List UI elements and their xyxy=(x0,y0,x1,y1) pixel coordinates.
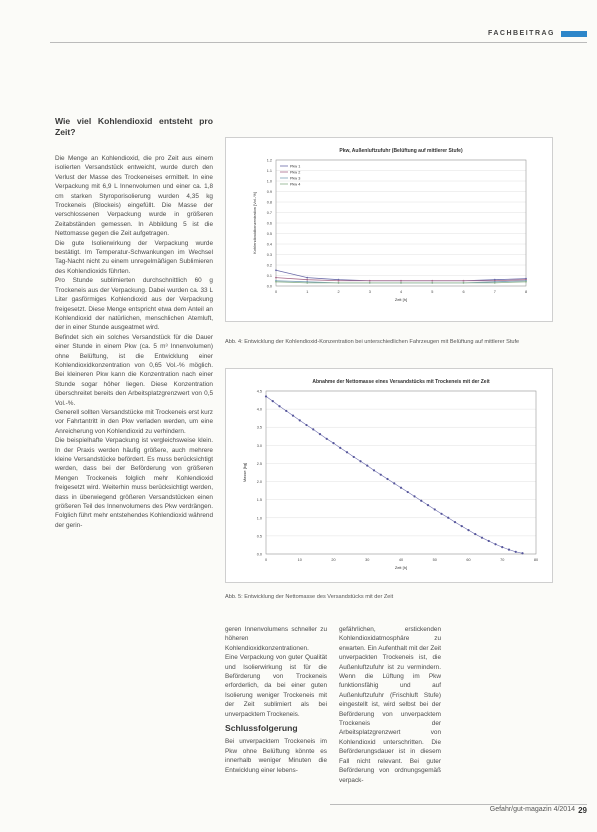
data-point xyxy=(461,525,463,527)
data-point xyxy=(420,500,422,502)
x-tick-label: 3 xyxy=(368,290,371,294)
y-tick-label: 1.5 xyxy=(256,498,262,503)
y-tick-label: 0.6 xyxy=(266,221,272,226)
data-point xyxy=(373,469,375,471)
x-tick-label: 4 xyxy=(399,290,403,294)
paragraph: gefährlichen, erstickenden Kohlendioxidatmosphäre zu erwarten. Ein Aufenthalt mit der Zeit unverpackten Trockeneis ist, die Außenluftzufuhr ist zu vermindern. Wenn die Lüftung im Pkw funktionsfähig und auf Außenluftzufuhr (Frischluft Stufe) eingestellt ist, wird selbst bei der Beförderung von unverpacktem Trockeneis der Arbeitsplatzgrenzwert von Kohlendioxid unterschritten. Die Beförderungsdauer ist in diesem Fall nicht relevant. Bei guter Beförderung von ordnungsgemäß verpack- xyxy=(339,626,441,784)
y-tick-label: 1.1 xyxy=(266,169,272,173)
data-point xyxy=(427,504,429,506)
x-tick-label: 7 xyxy=(493,290,496,294)
data-point xyxy=(338,280,340,282)
y-tick-label: 0.5 xyxy=(256,534,262,539)
y-axis-label: Kohlendioxidkonzentration [Vol.-%] xyxy=(252,192,257,254)
data-point xyxy=(525,281,527,283)
figure-2-caption: Abb. 5: Entwicklung der Nettomasse des Versandstücks mit der Zeit xyxy=(225,594,394,600)
data-point xyxy=(332,442,334,444)
y-tick-label: 0.7 xyxy=(266,211,272,215)
data-point xyxy=(515,551,517,553)
legend-label: Pkw 4 xyxy=(290,182,301,187)
y-tick-label: 4.5 xyxy=(256,389,262,394)
legend-label: Pkw 1 xyxy=(290,164,301,169)
data-point xyxy=(400,487,402,489)
x-tick-label: 1 xyxy=(306,290,309,294)
journal-name: Gefahr/gut-magazin 4/2014 xyxy=(489,806,575,813)
y-tick-label: 0.5 xyxy=(266,232,272,236)
data-point xyxy=(338,282,340,284)
data-point xyxy=(299,419,301,421)
y-tick-label: 0.4 xyxy=(266,242,272,247)
section-label: FACHBEITRAG xyxy=(487,30,555,37)
data-point xyxy=(275,269,277,271)
data-point xyxy=(353,456,355,458)
data-point xyxy=(275,277,277,279)
y-tick-label: 0.2 xyxy=(266,263,272,268)
y-tick-label: 3.5 xyxy=(256,425,262,430)
data-point xyxy=(434,508,436,510)
bottom-columns xyxy=(225,625,555,785)
data-point xyxy=(275,281,277,283)
data-point xyxy=(265,395,267,397)
y-tick-label: 3.0 xyxy=(256,443,262,448)
data-point xyxy=(366,465,368,467)
data-point xyxy=(292,415,294,417)
data-point xyxy=(400,280,402,282)
footer-rule xyxy=(330,804,587,805)
data-point xyxy=(386,478,388,480)
data-point xyxy=(369,280,371,282)
data-point xyxy=(346,451,348,453)
data-point xyxy=(454,521,456,523)
data-point xyxy=(272,400,274,402)
column-3 xyxy=(339,625,441,785)
paragraph: Befindet sich ein solches Versandstück für die Dauer einer Stunde in einem Pkw (ca. 5 m³ Innenvolumen) ohne Belüftung, ist die Entwicklung einer Kohlendioxidkonzentration von 0,65 Vol.-% möglich. Bei kleineren Pkw kann die Konzentration nach einer Stunde sogar höher liegen. Diese Konzentration überschreitet bereits den Arbeitsplatzgrenzwert von 0,5 Vol.-%. xyxy=(55,333,213,407)
data-point xyxy=(474,533,476,535)
x-tick-label: 10 xyxy=(297,558,302,562)
y-tick-label: 0.3 xyxy=(266,253,272,257)
y-tick-label: 0.9 xyxy=(266,190,272,194)
header-rule xyxy=(50,42,587,43)
data-point xyxy=(319,433,321,435)
data-point xyxy=(359,460,361,462)
data-point xyxy=(339,447,341,449)
data-point xyxy=(326,438,328,440)
plot-area xyxy=(266,391,536,554)
x-axis-label: Zeit [h] xyxy=(394,565,408,570)
data-point xyxy=(431,280,433,282)
data-point xyxy=(407,491,409,493)
paragraph: Bei unverpacktem Trockeneis im Pkw ohne Belüftung könnte es innerhalb weniger Minuten die Entwicklung einer lebens- xyxy=(225,738,327,774)
data-point xyxy=(463,282,465,284)
figure-1-caption: Abb. 4: Entwicklung der Kohlendioxid-Konzentration bei unterschiedlichen Fahrzeugen mit Belüftung auf mittlerer Stufe xyxy=(225,339,520,345)
paragraph: geren Innenvolumens schneller zu höheren Kohlendioxidkonzentrationen. xyxy=(225,626,327,652)
x-tick-label: 50 xyxy=(432,558,437,562)
x-tick-label: 40 xyxy=(398,558,404,562)
data-point xyxy=(481,537,483,539)
section-tag xyxy=(488,30,587,37)
y-tick-label: 2.0 xyxy=(256,480,262,485)
paragraph: Die Menge an Kohlendioxid, die pro Zeit aus einem isolierten Versandstück entweicht, wurde durch den Verlust der Masse des Trockeneises ermittelt. In eine Verpackung mit 6,9 L Innenvolumen und einer ca. 1,8 cm starken Styroporisolierung wurden 4,35 kg Trockeneis (Blockeis) eingefüllt. Die Masse der verschlossenen Verpackung wurde in größeren Zeitabständen gemessen. In Abbildung 5 ist die Nettomasse gegen die Zeit aufgetragen. xyxy=(55,155,213,238)
net-mass-chart xyxy=(226,369,552,582)
article-subhead: Wie viel Kohlendioxid entsteht pro Zeit? xyxy=(55,116,213,137)
data-point xyxy=(413,495,415,497)
data-point xyxy=(501,546,503,548)
x-tick-label: 2 xyxy=(337,290,340,294)
paragraph: Generell sollten Versandstücke mit Trockeneis erst kurz vor Fahrtantritt in den Pkw verladen werden, um eine Anreicherung von Kohlendioxid zu verhindern. xyxy=(55,408,213,435)
data-point xyxy=(306,279,308,281)
left-column xyxy=(55,116,213,530)
y-tick-label: 0.8 xyxy=(266,200,272,205)
chart-title: Abnahme der Nettomasse eines Versandstücks mit Trockeneis mit der Zeit xyxy=(312,379,490,385)
column-2 xyxy=(225,625,327,785)
data-point xyxy=(278,405,280,407)
data-point xyxy=(467,529,469,531)
y-tick-label: 2.5 xyxy=(256,461,262,466)
x-tick-label: 20 xyxy=(331,558,336,562)
data-point xyxy=(521,552,523,554)
data-point xyxy=(305,424,307,426)
data-point xyxy=(447,517,449,519)
x-tick-label: 0 xyxy=(264,558,268,562)
paragraph: Pro Stunde sublimierten durchschnittlich 60 g Trockeneis aus der Verpackung. Dabei wurden ca. 33 L Liter gasförmiges Kohlendioxid aus der Verpackung freigesetzt. Diese Menge entspricht etwa dem Anteil an Kohlendioxid der natürlichen, menschlichen Atemluft, der in einer Stunde ausgeatmet wird. xyxy=(55,277,213,332)
data-point xyxy=(463,280,465,282)
figure-2 xyxy=(225,368,553,583)
data-point xyxy=(306,277,308,279)
page-number: 29 xyxy=(578,806,587,815)
y-tick-label: 0.0 xyxy=(266,284,272,289)
data-point xyxy=(494,543,496,545)
section-heading: Schlussfolgerung xyxy=(225,723,298,734)
data-point xyxy=(400,282,402,284)
section-color-bar xyxy=(561,31,587,37)
y-tick-label: 0.0 xyxy=(256,552,262,557)
paragraph: Eine Verpackung von guter Qualität und Isolierwirkung ist für die Beförderung von Trockeneis erforderlich, da bei einer guten Isolierung weniger Trockeneis mit der Zeit sublimiert als bei unverpacktem Trockeneis. xyxy=(225,654,327,718)
x-tick-label: 60 xyxy=(466,558,471,562)
data-point xyxy=(440,513,442,515)
y-tick-label: 1.0 xyxy=(256,516,262,521)
x-tick-label: 6 xyxy=(462,290,465,294)
legend-label: Pkw 3 xyxy=(290,176,301,181)
x-tick-label: 80 xyxy=(533,558,539,562)
x-tick-label: 30 xyxy=(365,558,370,562)
co2-concentration-chart xyxy=(226,138,552,321)
y-tick-label: 1.2 xyxy=(266,158,272,163)
data-point xyxy=(369,282,371,284)
paragraph: Die gute Isolierwirkung der Verpackung wurde bestätigt. Im Temperatur-Schwankungen im Wechsel Tag-Nacht nicht zu einem unregelmäßigen Sublimieren des Kohlendioxids führten. xyxy=(55,239,213,275)
x-tick-label: 5 xyxy=(431,290,434,294)
x-axis-label: Zeit [h] xyxy=(394,297,408,302)
data-point xyxy=(508,549,510,551)
chart-title: Pkw, Außenluftzufuhr (Belüftung auf mittlerer Stufe) xyxy=(339,148,463,154)
series-line xyxy=(266,396,523,553)
figure-1 xyxy=(225,137,553,322)
data-point xyxy=(488,540,490,542)
y-tick-label: 0.1 xyxy=(266,274,272,278)
data-point xyxy=(312,428,314,430)
data-point xyxy=(285,410,287,412)
data-point xyxy=(306,282,308,284)
legend-label: Pkw 2 xyxy=(290,170,301,175)
data-point xyxy=(494,282,496,284)
data-point xyxy=(393,482,395,484)
y-tick-label: 4.0 xyxy=(256,407,262,412)
data-point xyxy=(380,474,382,476)
paragraph: Die beispielhafte Verpackung ist vergleichsweise klein. In der Praxis werden häufig größere, auch mehrere kleine Versandstücke befördert. Es muss berücksichtigt werden, dass bei der Beförderung von größeren Mengen Trockeneis folglich mehr Kohlendioxid freigesetzt wird. Weiterhin muss berücksichtigt werden, dass in überwiegend größeren Versandstücken einen größeren Teil des Innenvolumens des Pkw verdrängen. Folglich führt mehr entstehendes Kohlendioxid während der gerin- xyxy=(55,437,213,529)
x-tick-label: 8 xyxy=(524,290,528,294)
x-tick-label: 0 xyxy=(274,290,278,294)
x-tick-label: 70 xyxy=(500,558,505,562)
y-tick-label: 1.0 xyxy=(266,179,272,184)
data-point xyxy=(431,282,433,284)
y-axis-label: Masse [kg] xyxy=(242,462,247,483)
